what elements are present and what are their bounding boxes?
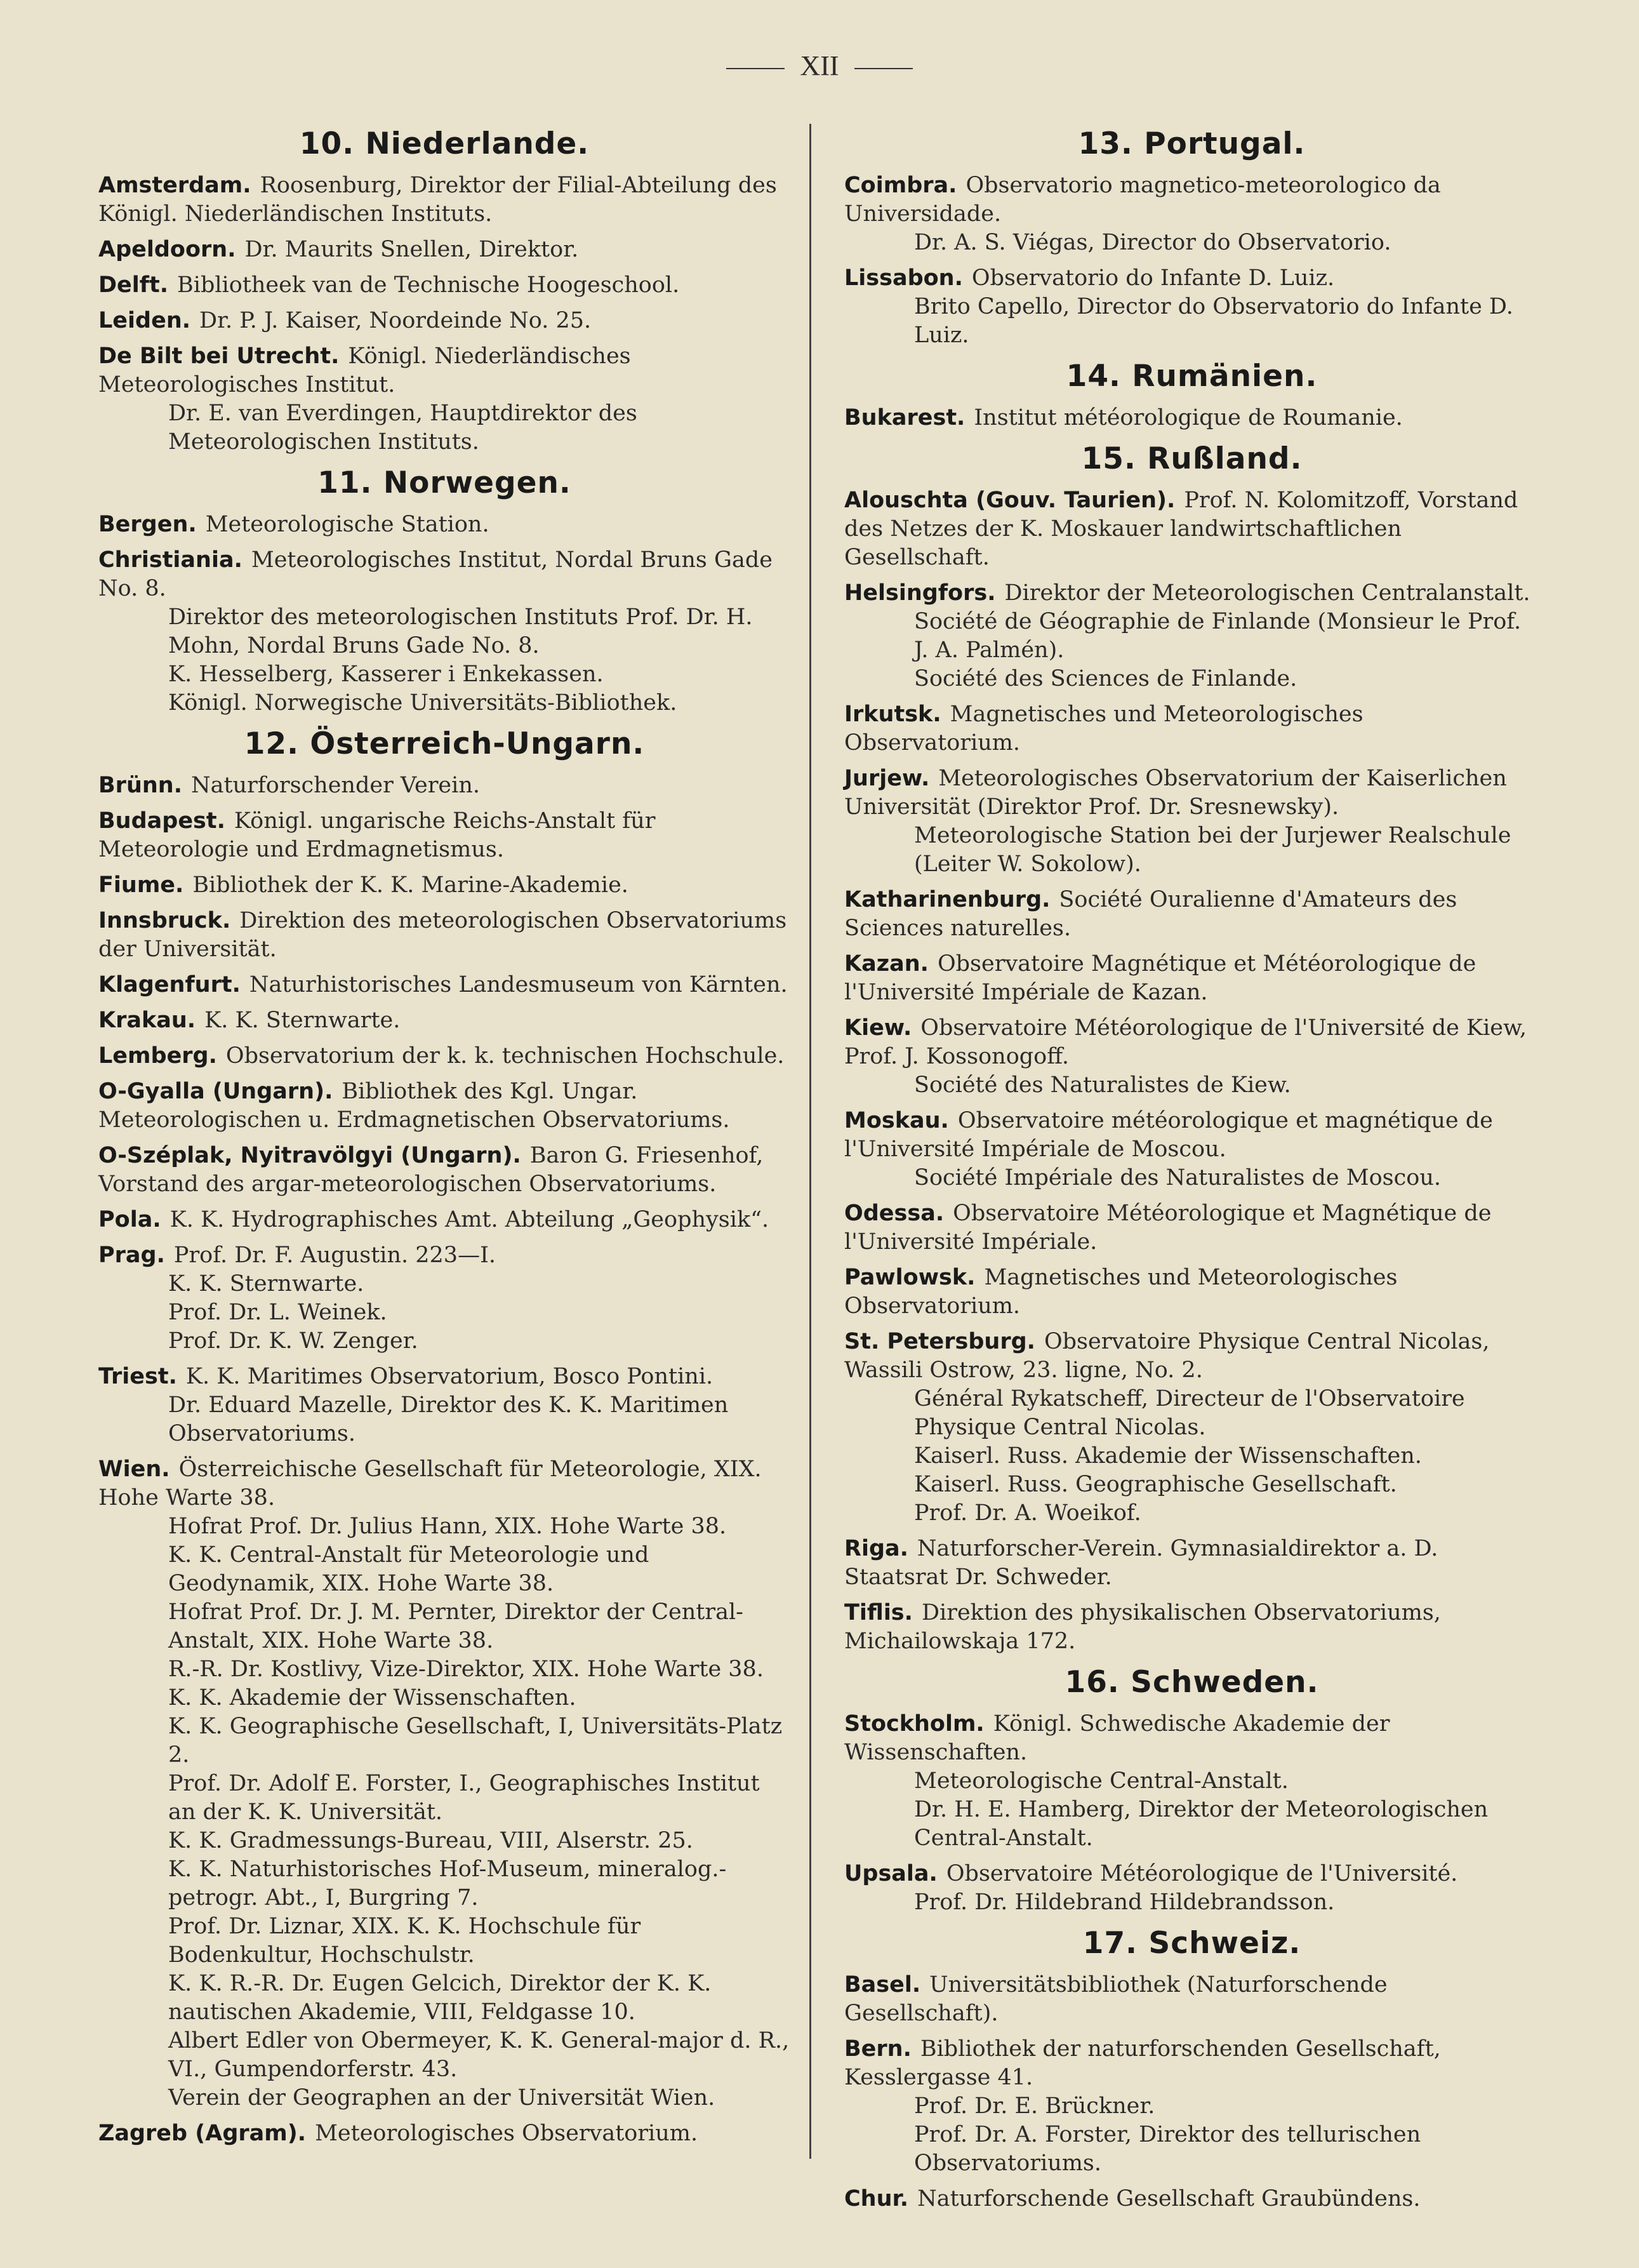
directory-entry (98, 271, 790, 300)
directory-entry (98, 807, 790, 864)
entry-text: Institut météorologique de Roumanie. (974, 405, 1403, 430)
directory-entry (844, 700, 1539, 757)
city-name: Apeldoorn. (98, 237, 236, 262)
entry-text: Meteorologisches Observatorium der Kaiserlichen Universität (Direktor Prof. Dr. Sresnewsky). (844, 766, 1507, 820)
city-name: Lissabon. (844, 265, 963, 291)
city-name: Innsbruck. (98, 908, 231, 933)
entry-subline (844, 1385, 1539, 1442)
directory-entry (844, 886, 1539, 943)
city-name: Bern. (844, 2036, 912, 2062)
entry-text: Société Ouralienne d'Amateurs des Sciences naturelles. (844, 887, 1457, 941)
entry-text: Bibliothek des Kgl. Ungar. Meteorologischen u. Erdmagnetischen Observatoriums. (98, 1079, 730, 1133)
entry-text: Verein der Geographen an der Universität Wien. (168, 2085, 715, 2111)
entry-text: Königl. Norwegische Universitäts-Bibliothek. (168, 690, 677, 716)
entry-subline (98, 1770, 790, 1827)
entry-subline (98, 1970, 790, 2027)
entry-text: Direktor des meteorologischen Instituts Prof. Dr. H. Mohn, Nordal Bruns Gade No. 8. (168, 604, 753, 658)
entry-text: K. K. Hydrographisches Amt. Abteilung „Geophysik“. (169, 1207, 769, 1232)
city-name: Helsingfors. (844, 580, 996, 606)
entry-text: Magnetisches und Meteorologisches Observatorium. (844, 1265, 1398, 1319)
entry-text: K. K. Maritimes Observatorium, Bosco Pontini. (185, 1364, 713, 1389)
entry-text: Société des Sciences de Finlande. (914, 666, 1297, 691)
entry-subline (98, 399, 790, 457)
entry-text: K. K. Central-Anstalt für Meteorologie und Geodynamik, XIX. Hohe Warte 38. (168, 1542, 649, 1596)
entry-text: K. K. Geographische Gesellschaft, I, Universitäts-Platz 2. (168, 1714, 783, 1768)
directory-entry (98, 1077, 790, 1135)
city-name: Christiania. (98, 547, 242, 573)
entry-text: Meteorologische Central-Anstalt. (914, 1768, 1289, 1794)
entry-subline (98, 1327, 790, 1356)
city-name: Katharinenburg. (844, 887, 1051, 912)
directory-entry (98, 307, 790, 335)
entry-text: K. K. Gradmessungs-Bureau, VIII, Alserstr. 25. (168, 1828, 693, 1853)
directory-entry (844, 1599, 1539, 1656)
city-name: Klagenfurt. (98, 972, 241, 997)
entry-subline (844, 2092, 1539, 2121)
entry-text: Naturhistorisches Landesmuseum von Kärnten. (249, 972, 788, 997)
section-heading: 17. Schweiz. (1082, 1926, 1301, 1961)
entry-text: Prof. Dr. A. Forster, Direktor des tellurischen Observatoriums. (914, 2122, 1421, 2176)
directory-entry (844, 1264, 1539, 1321)
city-name: Fiume. (98, 872, 184, 898)
directory-entry (844, 579, 1539, 693)
entry-subline (98, 603, 790, 660)
entry-text: Observatoire Magnétique et Météorologique de l'Université Impériale de Kazan. (844, 951, 1476, 1005)
entry-subline (98, 1270, 790, 1298)
directory-entry (844, 1710, 1539, 1853)
city-name: Jurjew. (844, 766, 930, 791)
city-name: Irkutsk. (844, 702, 941, 727)
directory-entry (844, 171, 1539, 257)
entry-subline (98, 2027, 790, 2084)
directory-entry (98, 236, 790, 264)
entry-text: Direktion des meteorologischen Observatoriums der Universität. (98, 908, 787, 962)
entry-subline (844, 2121, 1539, 2178)
entry-text: Österreichische Gesellschaft für Meteorologie, XIX. Hohe Warte 38. (98, 1457, 762, 1511)
entry-text: Observatoire Physique Central Nicolas, Wassili Ostrow, 23. ligne, No. 2. (844, 1329, 1490, 1383)
entry-subline (98, 1684, 790, 1712)
entry-text: Observatoire Météorologique de l'Université. (946, 1861, 1458, 1886)
city-name: O-Gyalla (Ungarn). (98, 1079, 333, 1104)
entry-subline (844, 665, 1539, 693)
entry-text: Prof. Dr. A. Woeikof. (914, 1500, 1141, 1526)
city-name: Basel. (844, 1972, 921, 1998)
city-name: Pola. (98, 1207, 161, 1232)
directory-entry (844, 1860, 1539, 1917)
entry-text: R.-R. Dr. Kostlivy, Vize-Direktor, XIX. Hohe Warte 38. (168, 1657, 764, 1682)
directory-entry (844, 1971, 1539, 2028)
entry-text: Observatorium der k. k. technischen Hochschule. (225, 1043, 785, 1069)
entry-text: K. K. R.-R. Dr. Eugen Gelcich, Direktor der K. K. nautischen Akademie, VIII, Feldgasse 10. (168, 1971, 712, 2025)
city-name: Bergen. (98, 512, 197, 537)
entry-text: Prof. Dr. L. Weinek. (168, 1300, 387, 1325)
entry-text: Magnetisches und Meteorologisches Observatorium. (844, 702, 1364, 756)
entry-text: K. K. Sternwarte. (168, 1271, 364, 1297)
city-name: Riga. (844, 1536, 908, 1561)
entry-text: Dr. P. J. Kaiser, Noordeinde No. 25. (199, 308, 592, 333)
entry-text: Hofrat Prof. Dr. Julius Hann, XIX. Hohe Warte 38. (168, 1514, 727, 1539)
directory-entry (98, 1363, 790, 1448)
directory-entry (844, 950, 1539, 1007)
directory-entry (844, 1014, 1539, 1100)
section-heading: 13. Portugal. (1078, 126, 1306, 161)
entry-text: Dr. A. S. Viégas, Director do Observatorio. (914, 230, 1391, 255)
entry-text: Dr. H. E. Hamberg, Direktor der Meteorologischen Central-Anstalt. (914, 1797, 1489, 1851)
city-name: Prag. (98, 1243, 165, 1268)
entry-subline (844, 822, 1539, 879)
entry-subline (98, 1541, 790, 1598)
entry-text: Königl. Schwedische Akademie der Wissenschaften. (844, 1711, 1390, 1765)
entry-text: Kaiserl. Russ. Geographische Gesellschaft. (914, 1472, 1397, 1497)
city-name: Delft. (98, 272, 169, 298)
entry-text: Prof. N. Kolomitzoff, Vorstand des Netzes der K. Moskauer landwirtschaftlichen Gesellschaft. (844, 488, 1518, 570)
city-name: Coimbra. (844, 173, 957, 198)
city-name: Leiden. (98, 308, 191, 333)
directory-entry (844, 264, 1539, 350)
entry-text: Naturforschender Verein. (191, 773, 480, 798)
entry-text: K. Hesselberg, Kasserer i Enkekassen. (168, 662, 604, 687)
section-heading: 10. Niederlande. (299, 126, 590, 161)
city-name: Budapest. (98, 808, 225, 834)
city-name: Wien. (98, 1457, 170, 1482)
entry-text: Bibliothek der naturforschenden Gesellschaft, Kesslergasse 41. (844, 2036, 1441, 2090)
directory-entry (98, 171, 790, 229)
entry-text: Meteorologische Station bei der Jurjewer Realschule (Leiter W. Sokolow). (914, 823, 1511, 877)
entry-text: Prof. Dr. E. Brückner. (914, 2093, 1155, 2119)
entry-subline (98, 1655, 790, 1684)
directory-entry (844, 1535, 1539, 1592)
city-name: Brünn. (98, 773, 182, 798)
entry-text: Société des Naturalistes de Kiew. (914, 1072, 1291, 1098)
city-name: De Bilt bei Utrecht. (98, 344, 340, 369)
city-name: Krakau. (98, 1008, 196, 1033)
directory-entry (98, 971, 790, 999)
entry-text: Naturforscher-Verein. Gymnasialdirektor a. D. Staatsrat Dr. Schweder. (844, 1536, 1438, 1590)
directory-entry (844, 2035, 1539, 2178)
entry-text: Dr. Eduard Mazelle, Direktor des K. K. Maritimen Observatoriums. (168, 1392, 729, 1446)
entry-text: Kaiserl. Russ. Akademie der Wissenschaften. (914, 1443, 1422, 1469)
section-heading: 15. Rußland. (1081, 441, 1303, 476)
directory-entry (844, 764, 1539, 879)
entry-subline (844, 1442, 1539, 1471)
directory-entry (844, 1199, 1539, 1257)
city-name: Chur. (844, 2186, 909, 2211)
entry-subline (844, 1164, 1539, 1192)
directory-entry (98, 871, 790, 900)
entry-subline (98, 1827, 790, 1855)
city-name: Triest. (98, 1364, 177, 1389)
directory-entry (98, 510, 790, 539)
entry-text: Observatorio do Infante D. Luiz. (971, 265, 1335, 291)
page-number (0, 50, 1639, 82)
entry-text: Albert Edler von Obermeyer, K. K. General-major d. R., VI., Gumpendorferstr. 43. (168, 2028, 790, 2082)
entry-text: Prof. Dr. Liznar, XIX. K. K. Hochschule für Bodenkultur, Hochschulstr. (168, 1914, 641, 1968)
folio-text: XII (800, 50, 839, 81)
entry-text: Société de Géographie de Finlande (Monsieur le Prof. J. A. Palmén). (914, 609, 1522, 663)
entry-text: Universitätsbibliothek (Naturforschende Gesellschaft). (844, 1972, 1388, 2026)
directory-entry (844, 404, 1539, 432)
directory-entry (98, 1241, 790, 1356)
section-heading: 16. Schweden. (1065, 1665, 1319, 1700)
entry-text: Brito Capello, Director do Observatorio do Infante D. Luiz. (914, 294, 1513, 348)
entry-subline (98, 2084, 790, 2112)
entry-subline (98, 660, 790, 689)
entry-text: Prof. Dr. Adolf E. Forster, I., Geographisches Institut an der K. K. Universität. (168, 1771, 760, 1825)
entry-text: Général Rykatscheff, Directeur de l'Observatoire Physique Central Nicolas. (914, 1386, 1465, 1440)
directory-entry (844, 486, 1539, 572)
section-heading: 12. Österreich-Ungarn. (244, 726, 645, 761)
directory-entry (98, 1042, 790, 1071)
entry-text: Königl. ungarische Reichs-Anstalt für Meteorologie und Erdmagnetismus. (98, 808, 656, 862)
entry-subline (844, 293, 1539, 350)
city-name: Kazan. (844, 951, 929, 977)
city-name: Stockholm. (844, 1711, 985, 1737)
directory-entry (98, 771, 790, 800)
entry-subline (98, 1512, 790, 1541)
entry-text: Direktion des physikalischen Observatoriums, Michailowskaja 172. (844, 1600, 1441, 1654)
entry-subline (98, 1598, 790, 1655)
entry-text: Dr. E. van Everdingen, Hauptdirektor des Meteorologischen Instituts. (168, 401, 637, 455)
entry-text: Naturforschende Gesellschaft Graubündens. (917, 2186, 1421, 2211)
directory-entry (98, 1006, 790, 1035)
column-divider (809, 124, 811, 2159)
entry-text: Observatoire Météorologique et Magnétique de l'Université Impériale. (844, 1201, 1492, 1255)
city-name: Bukarest. (844, 405, 965, 430)
city-name: Moskau. (844, 1108, 949, 1133)
directory-entry (98, 546, 790, 717)
entry-text: Société Impériale des Naturalistes de Moscou. (914, 1165, 1441, 1191)
left-column (98, 117, 790, 2155)
entry-text: Direktor der Meteorologischen Centralanstalt. (1004, 580, 1530, 606)
city-name: Tiflis. (844, 1600, 913, 1625)
directory-entry (844, 1107, 1539, 1192)
city-name: Zagreb (Agram). (98, 2121, 307, 2146)
entry-text: Meteorologische Station. (205, 512, 489, 537)
entry-text: Prof. Dr. K. W. Zenger. (168, 1328, 418, 1354)
city-name: Pawlowsk. (844, 1265, 976, 1290)
entry-text: Königl. Niederländisches Meteorologisches Institut. (98, 344, 631, 397)
directory-entry (98, 1455, 790, 2112)
entry-subline (844, 229, 1539, 257)
entry-text: K. K. Naturhistorisches Hof-Museum, mineralog.-petrogr. Abt., I, Burgring 7. (168, 1857, 727, 1911)
folio-rule-right (854, 68, 913, 69)
city-name: O-Széplak, Nyitravölgyi (Ungarn). (98, 1143, 521, 1168)
city-name: Lemberg. (98, 1043, 217, 1069)
entry-subline (98, 1391, 790, 1448)
entry-subline (844, 1071, 1539, 1100)
entry-subline (98, 1298, 790, 1327)
entry-subline (844, 608, 1539, 665)
entry-subline (98, 1855, 790, 1912)
entry-text: K. K. Sternwarte. (204, 1008, 401, 1033)
right-column (844, 117, 1539, 2220)
directory-entry (844, 1328, 1539, 1528)
section-heading: 11. Norwegen. (317, 465, 571, 500)
entry-subline (844, 1767, 1539, 1796)
city-name: Alouschta (Gouv. Taurien). (844, 488, 1176, 513)
section-heading: 14. Rumänien. (1066, 359, 1318, 394)
directory-entry (98, 342, 790, 457)
entry-text: Bibliothek der K. K. Marine-Akademie. (192, 872, 628, 898)
entry-text: Baron G. Friesenhof, Vorstand des argar-meteorologischen Observatoriums. (98, 1143, 764, 1197)
entry-text: Observatorio magnetico-meteorologico da Universidade. (844, 173, 1441, 227)
entry-text: Prof. Dr. Hildebrand Hildebrandsson. (914, 1890, 1335, 1915)
entry-subline (98, 1712, 790, 1770)
entry-subline (844, 1796, 1539, 1853)
city-name: Amsterdam. (98, 173, 251, 198)
directory-entry (98, 2119, 790, 2148)
directory-entry (844, 2185, 1539, 2213)
entry-text: Meteorologisches Institut, Nordal Bruns Gade No. 8. (98, 547, 773, 601)
city-name: Kiew. (844, 1015, 912, 1041)
entry-text: Dr. Maurits Snellen, Direktor. (244, 237, 579, 262)
city-name: Odessa. (844, 1201, 945, 1226)
entry-text: Prof. Dr. F. Augustin. 223—I. (173, 1243, 496, 1268)
directory-entry (98, 1206, 790, 1234)
entry-text: Meteorologisches Observatorium. (315, 2121, 698, 2146)
entry-text: Bibliotheek van de Technische Hoogeschool. (177, 272, 680, 298)
directory-entry (98, 1142, 790, 1199)
entry-text: Observatoire Météorologique de l'Université de Kiew, Prof. J. Kossonogoff. (844, 1015, 1527, 1069)
directory-entry (98, 907, 790, 964)
entry-text: K. K. Akademie der Wissenschaften. (168, 1685, 576, 1711)
entry-subline (844, 1888, 1539, 1917)
entry-text: Roosenburg, Direktor der Filial-Abteilung des Königl. Niederländischen Instituts. (98, 173, 777, 227)
entry-subline (844, 1471, 1539, 1499)
entry-subline (98, 1912, 790, 1970)
entry-text: Observatoire météorologique et magnétique de l'Université Impériale de Moscou. (844, 1108, 1493, 1162)
folio-rule-left (726, 68, 785, 69)
entry-subline (844, 1499, 1539, 1528)
city-name: Upsala. (844, 1861, 938, 1886)
entry-text: Hofrat Prof. Dr. J. M. Pernter, Direktor der Central-Anstalt, XIX. Hohe Warte 38. (168, 1599, 743, 1653)
entry-subline (98, 689, 790, 717)
city-name: St. Petersburg. (844, 1329, 1035, 1354)
